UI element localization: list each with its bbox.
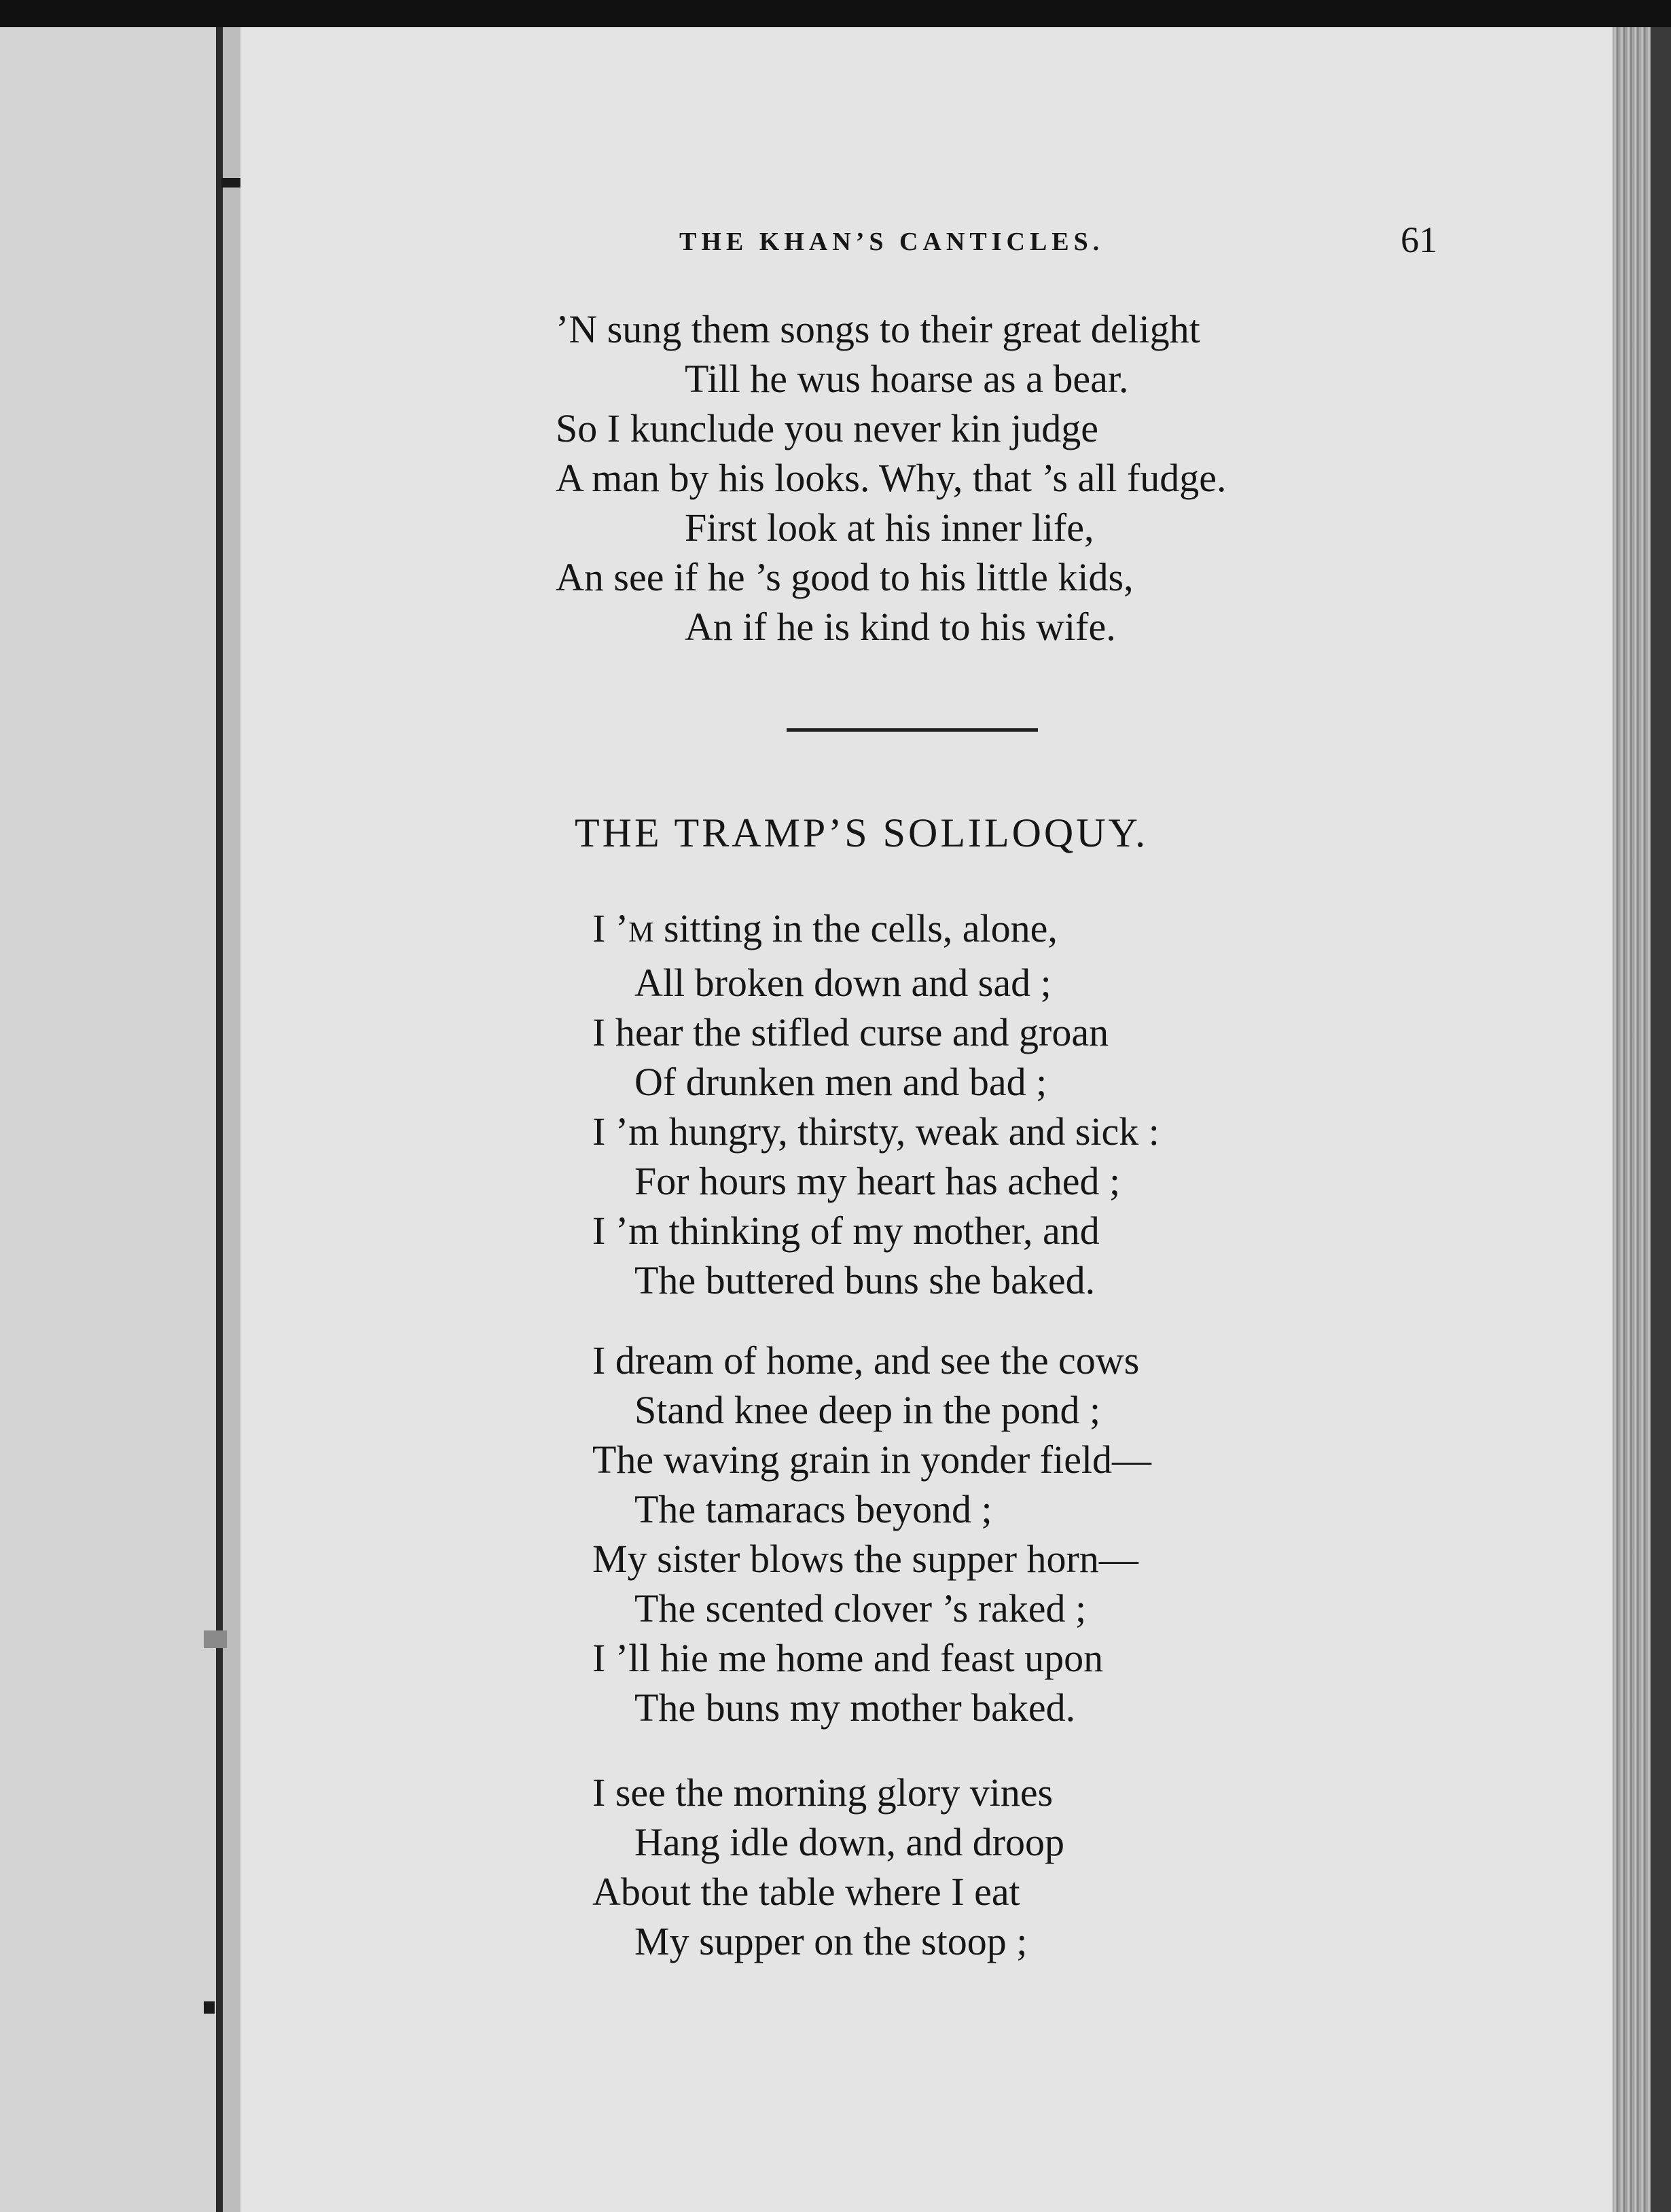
facing-page [0, 27, 226, 2212]
verse-line: Till he wus hoarse as a bear. [685, 357, 1129, 401]
binding-edge [216, 27, 223, 2212]
first-word-start: I ’ [592, 906, 629, 950]
running-head: THE KHAN’S CANTICLES. [679, 228, 1104, 256]
verse-line: An if he is kind to his wife. [685, 605, 1116, 649]
stanza-3 [592, 1768, 1064, 1966]
verse-line: I ’ll hie me home and feast upon [592, 1636, 1104, 1680]
gutter [223, 27, 240, 2212]
verse-line: I see the morning glory vines [592, 1770, 1054, 1815]
verse-line: Hang idle down, and droop [634, 1820, 1065, 1864]
stanza-1 [592, 904, 1160, 1305]
verse-line: The buttered buns she baked. [634, 1258, 1096, 1302]
small-caps-letter: M [628, 917, 654, 948]
scan-right-border [1651, 27, 1671, 2212]
scan-top-border [0, 0, 1671, 27]
stanza-2 [592, 1336, 1151, 1732]
verse-line: All broken down and sad ; [634, 961, 1052, 1005]
verse-line: I ’m hungry, thirsty, weak and sick : [592, 1109, 1160, 1154]
verse-line: My sister blows the supper horn— [592, 1537, 1138, 1581]
verse-line: The scented clover ’s raked ; [634, 1586, 1087, 1630]
binding-mark [204, 2001, 215, 2014]
verse-line: So I kunclude you never kin judge [556, 406, 1098, 450]
verse-line: I hear the stifled curse and groan [592, 1010, 1109, 1054]
verse-line: For hours my heart has ached ; [634, 1159, 1121, 1203]
verse-line: The buns my mother baked. [634, 1685, 1076, 1730]
section-divider [787, 728, 1038, 732]
previous-poem-ending [556, 304, 1227, 652]
verse-line: The tamaracs beyond ; [634, 1487, 992, 1531]
verse-line: A man by his looks. Why, that ’s all fudge. [556, 456, 1227, 500]
verse-line: My supper on the stoop ; [634, 1919, 1028, 1963]
verse-line: About the table where I eat [592, 1870, 1020, 1914]
verse-line: First look at his inner life, [685, 505, 1094, 550]
binding-mark [204, 1630, 227, 1648]
verse-line: ’N sung them songs to their great delight [556, 307, 1200, 351]
verse-line [592, 904, 1160, 958]
verse-line: An see if he ’s good to his little kids, [556, 555, 1134, 599]
verse-line: The waving grain in yonder field— [592, 1438, 1152, 1482]
verse-line: I ’m thinking of my mother, and [592, 1209, 1100, 1253]
page-number: 61 [1401, 219, 1437, 260]
verse-line: Of drunken men and bad ; [634, 1060, 1047, 1104]
verse-line: I dream of home, and see the cows [592, 1338, 1140, 1382]
verse-line: Stand knee deep in the pond ; [634, 1388, 1101, 1432]
poem-title: THE TRAMP’S SOLILOQUY. [575, 810, 1149, 855]
first-line-rest: sitting in the cells, alone, [653, 906, 1058, 950]
